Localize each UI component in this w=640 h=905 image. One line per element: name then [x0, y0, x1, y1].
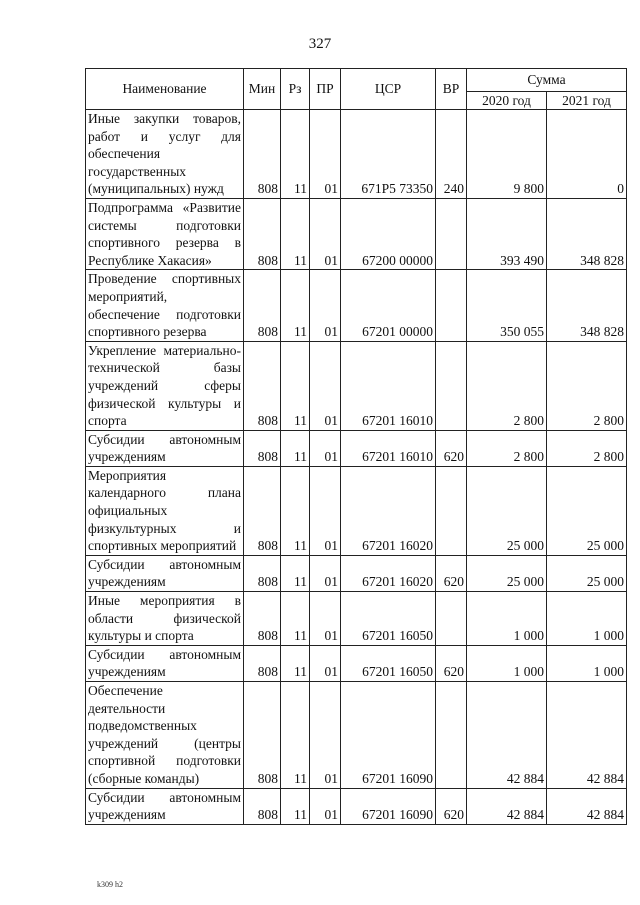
row-pr-cell: 01 — [310, 198, 341, 269]
table-row — [86, 788, 627, 824]
row-2021-cell: 348 828 — [547, 198, 627, 269]
row-vr-cell: 240 — [436, 110, 467, 199]
row-vr-cell: 620 — [436, 788, 467, 824]
row-min-cell: 808 — [244, 341, 281, 430]
row-vr-cell — [436, 682, 467, 789]
row-csr-cell: 67201 16010 — [341, 341, 436, 430]
header-vr: ВР — [436, 69, 467, 110]
row-name-cell: Субсидии автономным учреждениям — [86, 788, 244, 824]
table-row — [86, 110, 627, 199]
table-body — [86, 110, 627, 825]
row-pr-cell: 01 — [310, 645, 341, 681]
row-csr-cell: 67201 16050 — [341, 592, 436, 646]
page-number: 327 — [308, 36, 332, 52]
header-csr: ЦСР — [341, 69, 436, 110]
row-min-cell: 808 — [244, 270, 281, 341]
table-row — [86, 645, 627, 681]
row-name-cell: Мероприятия календарного плана официальных физкультурных и спортивных мероприятий — [86, 466, 244, 555]
row-rz-cell: 11 — [281, 682, 310, 789]
row-csr-cell: 67200 00000 — [341, 198, 436, 269]
row-name-cell: Укрепление материально-технической базы учреждений сферы физической культуры и спорта — [86, 341, 244, 430]
row-pr-cell: 01 — [310, 110, 341, 199]
row-pr-cell: 01 — [310, 270, 341, 341]
row-name-cell: Субсидии автономным учреждениям — [86, 645, 244, 681]
row-name-cell: Иные закупки товаров, работ и услуг для обеспечения государственных (муниципальных) нужд — [86, 110, 244, 199]
row-rz-cell: 11 — [281, 270, 310, 341]
row-2021-cell: 1 000 — [547, 592, 627, 646]
row-csr-cell: 671P5 73350 — [341, 110, 436, 199]
header-rz: Рз — [281, 69, 310, 110]
row-2021-cell: 25 000 — [547, 555, 627, 591]
table-row — [86, 270, 627, 341]
row-vr-cell — [436, 270, 467, 341]
row-vr-cell: 620 — [436, 555, 467, 591]
row-2020-cell: 42 884 — [467, 788, 547, 824]
row-pr-cell: 01 — [310, 555, 341, 591]
row-2021-cell: 42 884 — [547, 788, 627, 824]
row-2020-cell: 42 884 — [467, 682, 547, 789]
table-row — [86, 198, 627, 269]
row-pr-cell: 01 — [310, 682, 341, 789]
row-min-cell: 808 — [244, 555, 281, 591]
row-min-cell: 808 — [244, 198, 281, 269]
row-rz-cell: 11 — [281, 341, 310, 430]
header-year-2020: 2020 год — [467, 92, 547, 110]
row-min-cell: 808 — [244, 592, 281, 646]
row-2020-cell: 350 055 — [467, 270, 547, 341]
row-pr-cell: 01 — [310, 341, 341, 430]
header-name: Наименование — [86, 69, 244, 110]
row-2020-cell: 1 000 — [467, 645, 547, 681]
header-pr: ПР — [310, 69, 341, 110]
row-name-cell: Субсидии автономным учреждениям — [86, 430, 244, 466]
header-min: Мин — [244, 69, 281, 110]
row-2021-cell: 2 800 — [547, 430, 627, 466]
row-min-cell: 808 — [244, 430, 281, 466]
footer-code: k309 h2 — [97, 880, 123, 889]
row-vr-cell — [436, 592, 467, 646]
row-vr-cell — [436, 198, 467, 269]
row-rz-cell: 11 — [281, 430, 310, 466]
row-2020-cell: 1 000 — [467, 592, 547, 646]
header-year-2021: 2021 год — [547, 92, 627, 110]
row-csr-cell: 67201 00000 — [341, 270, 436, 341]
table-row — [86, 430, 627, 466]
row-name-cell: Проведение спортивных мероприятий, обеспечение подготовки спортивного резерва — [86, 270, 244, 341]
row-min-cell: 808 — [244, 110, 281, 199]
row-2021-cell: 0 — [547, 110, 627, 199]
row-min-cell: 808 — [244, 788, 281, 824]
row-name-cell: Субсидии автономным учреждениям — [86, 555, 244, 591]
table-row — [86, 592, 627, 646]
row-rz-cell: 11 — [281, 592, 310, 646]
row-csr-cell: 67201 16010 — [341, 430, 436, 466]
row-rz-cell: 11 — [281, 788, 310, 824]
header-sum: Сумма — [467, 69, 627, 92]
table-row — [86, 466, 627, 555]
row-pr-cell: 01 — [310, 592, 341, 646]
row-csr-cell: 67201 16020 — [341, 466, 436, 555]
row-min-cell: 808 — [244, 645, 281, 681]
row-rz-cell: 11 — [281, 198, 310, 269]
row-vr-cell — [436, 466, 467, 555]
row-vr-cell: 620 — [436, 430, 467, 466]
row-2020-cell: 2 800 — [467, 341, 547, 430]
row-vr-cell: 620 — [436, 645, 467, 681]
row-2020-cell: 393 490 — [467, 198, 547, 269]
row-name-cell: Иные мероприятия в области физической культуры и спорта — [86, 592, 244, 646]
budget-table — [85, 68, 627, 825]
row-name-cell: Подпрограмма «Развитие системы подготовки спортивного резерва в Республике Хакасия» — [86, 198, 244, 269]
row-2021-cell: 25 000 — [547, 466, 627, 555]
row-rz-cell: 11 — [281, 645, 310, 681]
row-2020-cell: 25 000 — [467, 466, 547, 555]
row-rz-cell: 11 — [281, 466, 310, 555]
row-2021-cell: 348 828 — [547, 270, 627, 341]
row-2020-cell: 2 800 — [467, 430, 547, 466]
row-pr-cell: 01 — [310, 788, 341, 824]
table-row — [86, 555, 627, 591]
row-name-cell: Обеспечение деятельности подведомственных учреждений (центры спортивной подготовки (сборные команды) — [86, 682, 244, 789]
row-vr-cell — [436, 341, 467, 430]
row-csr-cell: 67201 16090 — [341, 788, 436, 824]
row-pr-cell: 01 — [310, 466, 341, 555]
table-row — [86, 682, 627, 789]
row-csr-cell: 67201 16020 — [341, 555, 436, 591]
row-min-cell: 808 — [244, 466, 281, 555]
row-csr-cell: 67201 16090 — [341, 682, 436, 789]
table-row — [86, 341, 627, 430]
row-csr-cell: 67201 16050 — [341, 645, 436, 681]
row-rz-cell: 11 — [281, 555, 310, 591]
row-2021-cell: 1 000 — [547, 645, 627, 681]
row-min-cell: 808 — [244, 682, 281, 789]
row-pr-cell: 01 — [310, 430, 341, 466]
row-2021-cell: 42 884 — [547, 682, 627, 789]
row-rz-cell: 11 — [281, 110, 310, 199]
row-2020-cell: 25 000 — [467, 555, 547, 591]
row-2021-cell: 2 800 — [547, 341, 627, 430]
row-2020-cell: 9 800 — [467, 110, 547, 199]
